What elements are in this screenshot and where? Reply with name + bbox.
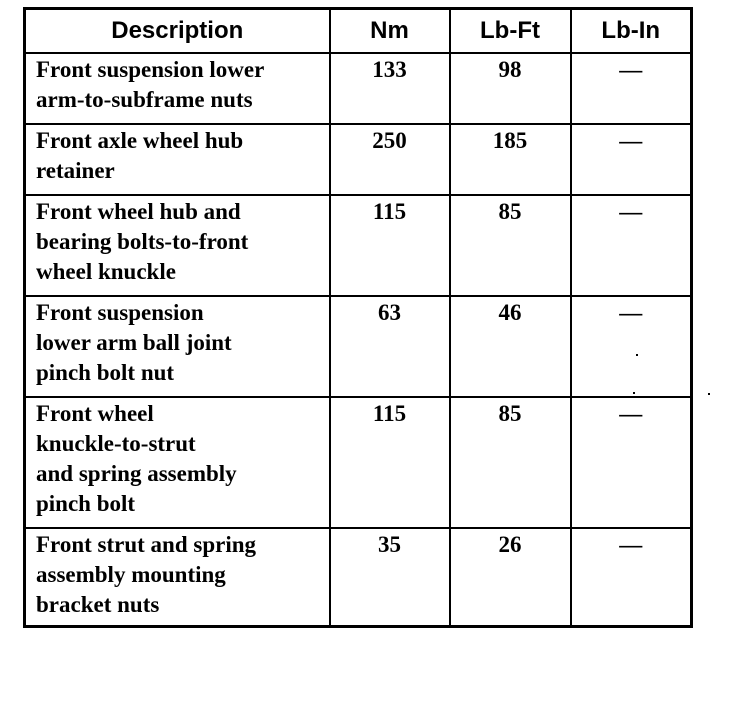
- lb-in-cell: —: [571, 528, 692, 626]
- lb-in-cell: —: [571, 195, 692, 296]
- description-cell: [25, 53, 330, 124]
- nm-cell: 250: [330, 124, 450, 195]
- table-row: [25, 124, 692, 195]
- description-cell: [25, 296, 330, 397]
- description-line: bearing bolts-to-front: [36, 229, 249, 254]
- description-line: and spring assembly: [36, 461, 237, 486]
- lb-in-cell: —: [571, 296, 692, 397]
- table-row: [25, 397, 692, 528]
- nm-cell: 63: [330, 296, 450, 397]
- header-row: [25, 9, 692, 54]
- header-nm: Nm: [330, 9, 450, 54]
- table-row: [25, 528, 692, 626]
- description-line: knuckle-to-strut: [36, 431, 196, 456]
- description-line: Front suspension: [36, 300, 204, 325]
- description-cell: [25, 397, 330, 528]
- description-cell: [25, 195, 330, 296]
- lb-in-cell: —: [571, 397, 692, 528]
- description-cell: [25, 124, 330, 195]
- nm-cell: 133: [330, 53, 450, 124]
- description-line: wheel knuckle: [36, 259, 176, 284]
- scan-speck: [633, 392, 635, 394]
- torque-spec-table: [23, 7, 693, 628]
- description-line: Front suspension lower: [36, 57, 265, 82]
- description-cell: [25, 528, 330, 626]
- description-line: pinch bolt nut: [36, 360, 175, 385]
- lb-in-cell: —: [571, 53, 692, 124]
- description-line: arm-to-subframe nuts: [36, 87, 253, 112]
- scan-speck: [636, 354, 638, 356]
- table-row: [25, 296, 692, 397]
- lb-ft-cell: 85: [450, 397, 571, 528]
- table-row: [25, 53, 692, 124]
- description-line: Front wheel hub and: [36, 199, 241, 224]
- description-line: lower arm ball joint: [36, 330, 232, 355]
- lb-ft-cell: 26: [450, 528, 571, 626]
- scan-speck: [708, 393, 710, 395]
- lb-ft-cell: 98: [450, 53, 571, 124]
- description-line: retainer: [36, 158, 115, 183]
- header-lb-in: Lb-In: [571, 9, 692, 54]
- description-line: Front wheel: [36, 401, 154, 426]
- nm-cell: 35: [330, 528, 450, 626]
- description-line: Front axle wheel hub: [36, 128, 244, 153]
- description-line: bracket nuts: [36, 592, 160, 617]
- description-line: Front strut and spring: [36, 532, 257, 557]
- description-line: assembly mounting: [36, 562, 226, 587]
- nm-cell: 115: [330, 397, 450, 528]
- header-description: Description: [25, 9, 330, 54]
- nm-cell: 115: [330, 195, 450, 296]
- description-line: pinch bolt: [36, 491, 136, 516]
- table-row: [25, 195, 692, 296]
- lb-ft-cell: 85: [450, 195, 571, 296]
- lb-ft-cell: 185: [450, 124, 571, 195]
- header-lb-ft: Lb-Ft: [450, 9, 571, 54]
- lb-in-cell: —: [571, 124, 692, 195]
- lb-ft-cell: 46: [450, 296, 571, 397]
